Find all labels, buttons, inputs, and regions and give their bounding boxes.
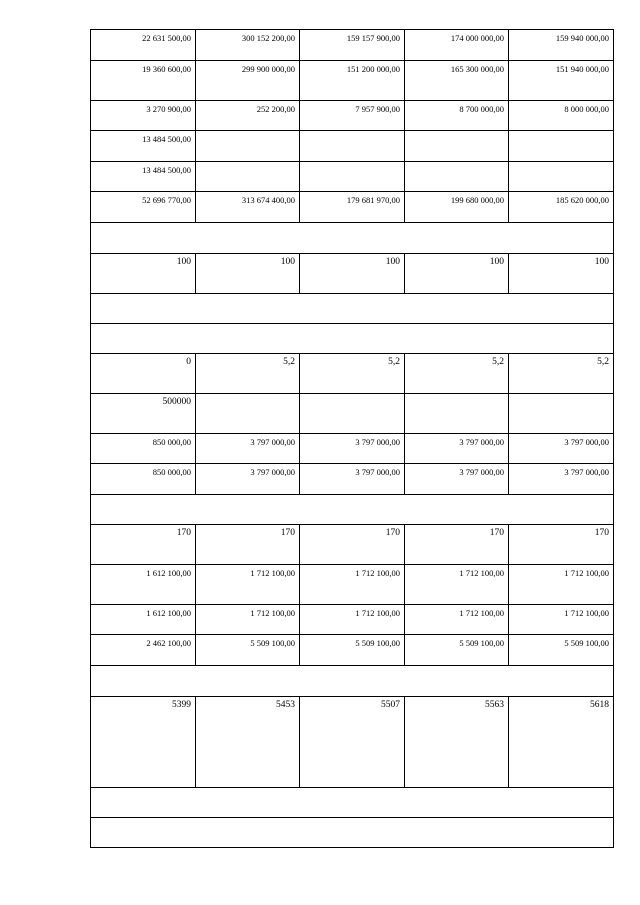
table-cell: 22 631 500,00 (91, 30, 196, 61)
table-cell: 1 712 100,00 (405, 565, 509, 605)
table-row (91, 192, 614, 223)
table-cell: 174 000 000,00 (405, 30, 509, 61)
table-cell (405, 394, 509, 434)
table-cell: 100 (196, 254, 300, 294)
table-row (91, 525, 614, 565)
table-cell: 8 000 000,00 (509, 101, 614, 131)
table-cell: 5507 (300, 697, 405, 788)
table-cell: 5453 (196, 697, 300, 788)
table-cell: 179 681 970,00 (300, 192, 405, 223)
table-cell: 3 797 000,00 (196, 464, 300, 495)
table-cell: 170 (300, 525, 405, 565)
table-row (91, 254, 614, 294)
table-cell: 100 (509, 254, 614, 294)
empty-section-row (91, 666, 614, 697)
table-row (91, 61, 614, 101)
table-row (91, 131, 614, 162)
table-row (91, 495, 614, 525)
table-cell: 100 (300, 254, 405, 294)
table-cell: 19 360 600,00 (91, 61, 196, 101)
table-row (91, 818, 614, 848)
table-cell (300, 131, 405, 162)
table-cell: 5399 (91, 697, 196, 788)
table-cell: 1 712 100,00 (509, 605, 614, 635)
table-row (91, 666, 614, 697)
table-row (91, 635, 614, 666)
table-cell (405, 162, 509, 192)
table-cell: 5,2 (300, 354, 405, 394)
table-cell: 13 484 500,00 (91, 131, 196, 162)
table-cell: 3 797 000,00 (300, 464, 405, 495)
table-cell (300, 394, 405, 434)
table-cell: 1 712 100,00 (509, 565, 614, 605)
table-cell: 5 509 100,00 (509, 635, 614, 666)
table-cell: 500000 (91, 394, 196, 434)
table-cell: 5,2 (405, 354, 509, 394)
table-row (91, 354, 614, 394)
table-cell: 151 940 000,00 (509, 61, 614, 101)
table-cell: 5 509 100,00 (405, 635, 509, 666)
table-cell: 7 957 900,00 (300, 101, 405, 131)
table-cell: 159 940 000,00 (509, 30, 614, 61)
table-row (91, 605, 614, 635)
table-cell: 199 680 000,00 (405, 192, 509, 223)
table-cell: 159 157 900,00 (300, 30, 405, 61)
table-row (91, 324, 614, 354)
table-cell: 850 000,00 (91, 434, 196, 464)
table-cell: 3 797 000,00 (405, 434, 509, 464)
table-cell: 5,2 (509, 354, 614, 394)
table-cell: 100 (405, 254, 509, 294)
table-cell: 850 000,00 (91, 464, 196, 495)
table-cell: 1 712 100,00 (300, 565, 405, 605)
table-cell: 313 674 400,00 (196, 192, 300, 223)
table-cell: 5,2 (196, 354, 300, 394)
table-cell: 13 484 500,00 (91, 162, 196, 192)
table-cell: 170 (509, 525, 614, 565)
table-cell: 3 797 000,00 (300, 434, 405, 464)
table-cell: 5 509 100,00 (196, 635, 300, 666)
budget-table (90, 29, 614, 848)
table-cell: 252 200,00 (196, 101, 300, 131)
table-cell: 3 797 000,00 (196, 434, 300, 464)
table-cell: 8 700 000,00 (405, 101, 509, 131)
table-cell (509, 394, 614, 434)
table-cell: 0 (91, 354, 196, 394)
empty-section-row (91, 495, 614, 525)
table-cell: 151 200 000,00 (300, 61, 405, 101)
table-row (91, 565, 614, 605)
table-cell: 5 509 100,00 (300, 635, 405, 666)
table-cell: 5618 (509, 697, 614, 788)
table-cell: 100 (91, 254, 196, 294)
table-cell: 165 300 000,00 (405, 61, 509, 101)
table-cell: 299 900 000,00 (196, 61, 300, 101)
empty-section-row (91, 788, 614, 818)
table-row (91, 101, 614, 131)
empty-section-row (91, 223, 614, 254)
table-cell: 170 (405, 525, 509, 565)
table-row (91, 788, 614, 818)
table-row (91, 434, 614, 464)
table-cell (196, 162, 300, 192)
table-cell (300, 162, 405, 192)
table-cell: 1 712 100,00 (196, 565, 300, 605)
table-cell (196, 131, 300, 162)
table-cell (509, 162, 614, 192)
table-cell (405, 131, 509, 162)
table-cell: 2 462 100,00 (91, 635, 196, 666)
table-cell: 52 696 770,00 (91, 192, 196, 223)
table-cell: 3 797 000,00 (405, 464, 509, 495)
table-cell (509, 131, 614, 162)
table-row (91, 223, 614, 254)
table-cell: 1 712 100,00 (405, 605, 509, 635)
table-cell: 3 797 000,00 (509, 464, 614, 495)
table-cell: 170 (91, 525, 196, 565)
empty-section-row (91, 324, 614, 354)
table-cell: 5563 (405, 697, 509, 788)
table-cell: 185 620 000,00 (509, 192, 614, 223)
table-cell: 1 712 100,00 (196, 605, 300, 635)
table-cell: 3 270 900,00 (91, 101, 196, 131)
table-cell: 1 612 100,00 (91, 565, 196, 605)
table-cell: 170 (196, 525, 300, 565)
empty-section-row (91, 818, 614, 848)
table-row (91, 464, 614, 495)
table-row (91, 30, 614, 61)
table-cell: 1 612 100,00 (91, 605, 196, 635)
table-row (91, 162, 614, 192)
table-row (91, 697, 614, 788)
table-cell: 1 712 100,00 (300, 605, 405, 635)
table-row (91, 394, 614, 434)
table-cell (196, 394, 300, 434)
empty-section-row (91, 294, 614, 324)
table-cell: 300 152 200,00 (196, 30, 300, 61)
table-row (91, 294, 614, 324)
table-cell: 3 797 000,00 (509, 434, 614, 464)
